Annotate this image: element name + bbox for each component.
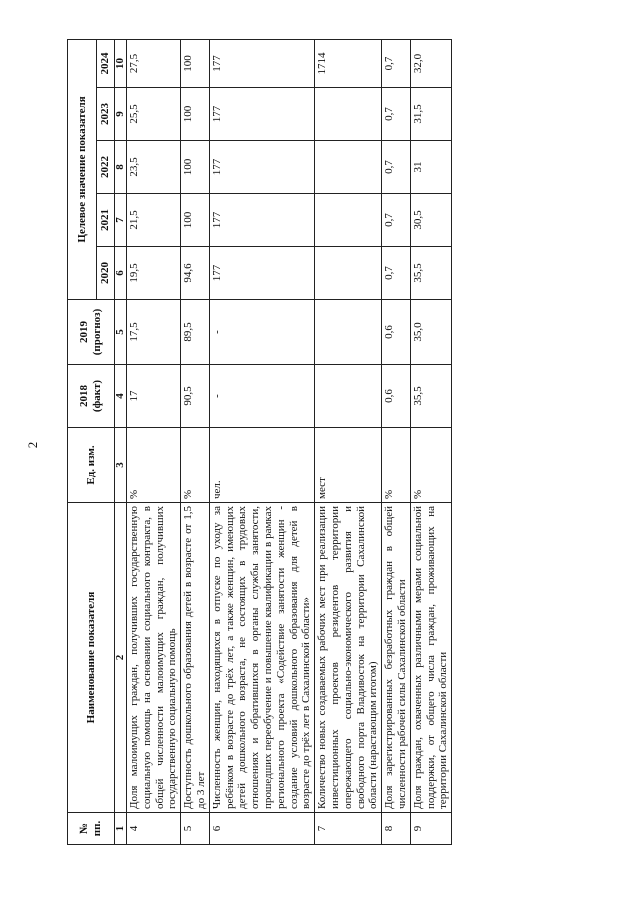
value-2018	[315, 365, 382, 428]
value-2023: 0,7	[382, 88, 411, 141]
header-year: 2023	[97, 88, 115, 141]
value-2023: 25,5	[127, 88, 181, 141]
column-number: 3	[115, 428, 127, 503]
column-number: 10	[115, 39, 127, 87]
row-number: 8	[382, 813, 411, 845]
indicator-name: Доля граждан, охваченных различными мерами социальной поддержки, от общего числа граждан, проживающих на территории Сахалинской области	[410, 503, 451, 813]
value-2018: 0,6	[382, 365, 411, 428]
indicators-table	[67, 39, 452, 845]
column-number: 2	[115, 503, 127, 813]
column-number-row	[115, 39, 127, 844]
value-2020	[315, 247, 382, 300]
row-number: 6	[209, 813, 314, 845]
table-row	[181, 39, 210, 844]
table-row	[209, 39, 314, 844]
value-2020: 19,5	[127, 247, 181, 300]
indicator-name: Количество новых создаваемых рабочих мест при реализации инвестиционных проектов резидентов территории опережающего социально-экономического развития и свободного порта Владивосток на территории Сахалинской области (нарастающим итогом)	[315, 503, 382, 813]
value-2018: -	[209, 365, 314, 428]
indicator-unit: мест	[315, 428, 382, 503]
indicator-unit: чел.	[209, 428, 314, 503]
row-number: 5	[181, 813, 210, 845]
table-row	[315, 39, 382, 844]
value-2021: 0,7	[382, 194, 411, 247]
indicators-table-container	[67, 40, 547, 845]
header-forecast: 2019 (прогноз)	[68, 300, 115, 365]
header-num: № пп.	[68, 813, 115, 845]
header-year: 2021	[97, 194, 115, 247]
header-year: 2024	[97, 39, 115, 87]
row-number: 9	[410, 813, 451, 845]
value-2022: 0,7	[382, 141, 411, 194]
header-fact: 2018 (факт)	[68, 365, 115, 428]
indicator-unit: %	[181, 428, 210, 503]
value-2024: 100	[181, 39, 210, 87]
value-2022: 100	[181, 141, 210, 194]
value-2018: 90,5	[181, 365, 210, 428]
value-2020: 35,5	[410, 247, 451, 300]
header-year: 2020	[97, 247, 115, 300]
value-2020: 0,7	[382, 247, 411, 300]
value-2022: 177	[209, 141, 314, 194]
indicator-name: Доля малоимущих граждан, получивших государственную социальную помощь на основании социального контракта, в общей численности малоимущих граждан, получивших государственную социальную помощь	[127, 503, 181, 813]
value-2021: 100	[181, 194, 210, 247]
table-row	[382, 39, 411, 844]
value-2024: 177	[209, 39, 314, 87]
indicator-name: Доступность дошкольного образования детей в возрасте от 1,5 до 3 лет	[181, 503, 210, 813]
value-2024: 0,7	[382, 39, 411, 87]
value-2021: 177	[209, 194, 314, 247]
header-target: Целевое значение показателя	[68, 39, 97, 299]
table-row	[127, 39, 181, 844]
value-2019: 0,6	[382, 300, 411, 365]
value-2023: 177	[209, 88, 314, 141]
value-2022: 31	[410, 141, 451, 194]
value-2018: 17	[127, 365, 181, 428]
value-2020: 94,6	[181, 247, 210, 300]
value-2021: 30,5	[410, 194, 451, 247]
value-2019: 35,0	[410, 300, 451, 365]
column-number: 9	[115, 88, 127, 141]
indicator-name: Доля зарегистрированных безработных граждан в общей численности рабочей силы Сахалинской области	[382, 503, 411, 813]
row-number: 7	[315, 813, 382, 845]
value-2021	[315, 194, 382, 247]
row-number: 4	[127, 813, 181, 845]
indicator-unit: %	[382, 428, 411, 503]
header-unit: Ед. изм.	[68, 428, 115, 503]
value-2024: 27,5	[127, 39, 181, 87]
value-2019	[315, 300, 382, 365]
column-number: 7	[115, 194, 127, 247]
header-name: Наименование показателя	[68, 503, 115, 813]
header-year: 2022	[97, 141, 115, 194]
column-number: 6	[115, 247, 127, 300]
value-2023: 31,5	[410, 88, 451, 141]
value-2024: 1714	[315, 39, 382, 87]
table-row	[410, 39, 451, 844]
value-2023	[315, 88, 382, 141]
indicator-unit: %	[127, 428, 181, 503]
value-2021: 21,5	[127, 194, 181, 247]
value-2020: 177	[209, 247, 314, 300]
column-number: 1	[115, 813, 127, 845]
value-2022	[315, 141, 382, 194]
indicator-unit: %	[410, 428, 451, 503]
column-number: 5	[115, 300, 127, 365]
value-2022: 23,5	[127, 141, 181, 194]
indicator-name: Численность женщин, находящихся в отпуске по уходу за ребёнком в возрасте до трёх лет, а также женщин, имеющих детей дошкольного возраста, не состоящих в трудовых отношениях и обратившихся в органы службы занятости, прошедших переобучение и повышение квалификации в рамках регионального проекта «Содействие занятости женщин - создание условий дошкольного образования для детей в возрасте до трёх лет в Сахалинской области»	[209, 503, 314, 813]
column-number: 4	[115, 365, 127, 428]
value-2019: 17,5	[127, 300, 181, 365]
column-number: 8	[115, 141, 127, 194]
page-number: 2	[25, 441, 40, 449]
value-2024: 32,0	[410, 39, 451, 87]
value-2019: 89,5	[181, 300, 210, 365]
value-2019: -	[209, 300, 314, 365]
value-2023: 100	[181, 88, 210, 141]
value-2018: 35,5	[410, 365, 451, 428]
